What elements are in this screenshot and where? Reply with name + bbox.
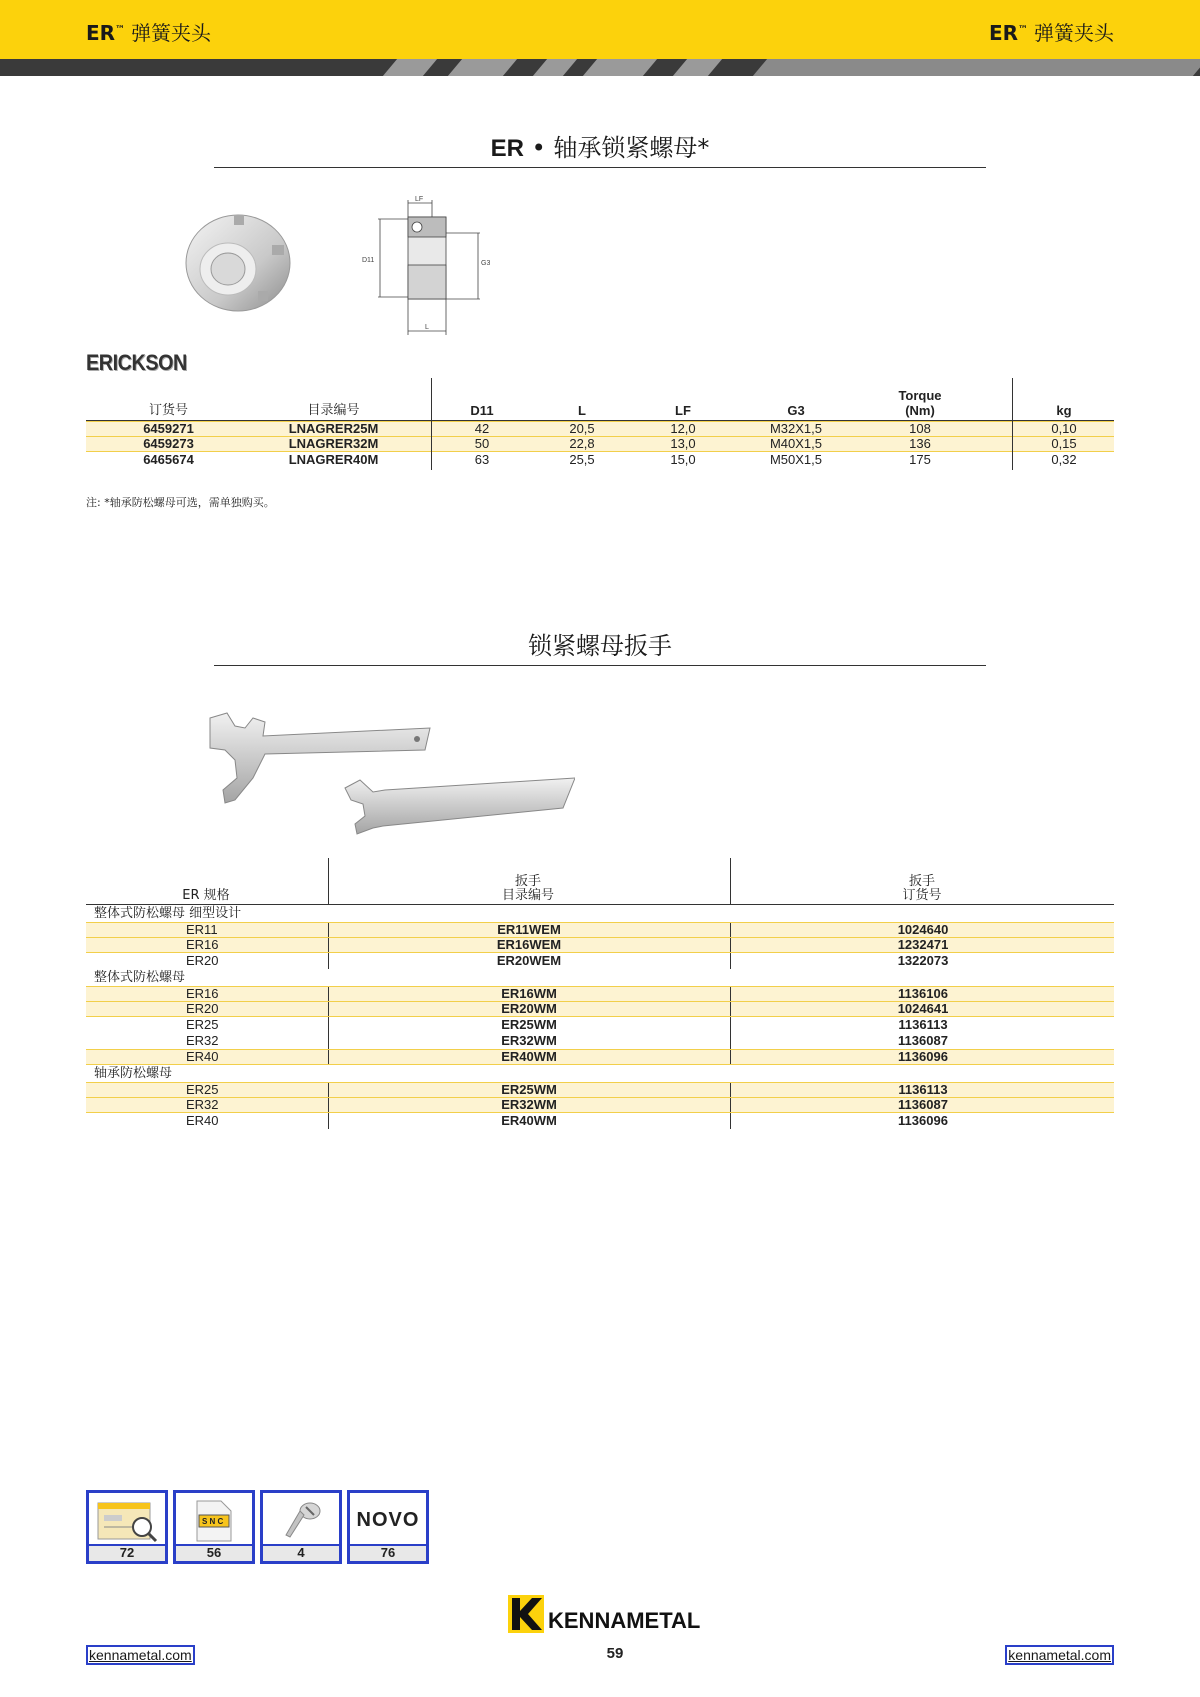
locknut-table-body [86, 421, 1114, 468]
table-cell: ER25WM [328, 1017, 729, 1033]
table-row [86, 437, 1114, 452]
kennametal-logo [508, 1595, 708, 1640]
table-cell: 108 [909, 421, 931, 436]
table-divider [328, 858, 329, 904]
table-cell: 20,5 [569, 421, 595, 436]
header-title-left: ER™ 弹簧夹头 [86, 21, 212, 45]
header-stripe [0, 59, 1200, 76]
table-cell: ER20WEM [328, 953, 729, 969]
col-torque: Torque (Nm) [898, 388, 942, 418]
table-cell: ER32WM [328, 1033, 729, 1049]
table-cell: 22,8 [569, 436, 595, 451]
table-cell: ER32 [186, 1097, 219, 1112]
col-l: L [578, 403, 586, 418]
locknut-table-header [86, 378, 1114, 421]
erickson-logo: ERICKSON [86, 350, 187, 375]
table-row [86, 1033, 1114, 1049]
col-g3: G3 [787, 403, 805, 418]
table-row [86, 938, 1114, 953]
table-cell: 1136087 [730, 1033, 1115, 1049]
icon-page-number: 76 [350, 1544, 426, 1561]
group-heading: 整体式防松螺母 细型设计 [94, 906, 242, 921]
col-er-spec: ER 规格 [182, 888, 230, 903]
table-cell: 175 [909, 452, 931, 467]
table-cell: ER25 [186, 1017, 219, 1032]
table-cell: 1136106 [730, 987, 1115, 1001]
table-cell: ER16WEM [328, 938, 729, 952]
table-row [86, 922, 1114, 938]
table-cell: ER40WM [328, 1050, 729, 1064]
table-cell: 63 [474, 452, 490, 467]
table-cell: 6465674 [143, 452, 194, 467]
table-cell: M40X1,5 [769, 436, 823, 451]
wrench-table [86, 858, 1114, 1129]
table-row [86, 1002, 1114, 1017]
icon-page-number: 72 [89, 1544, 165, 1561]
table-cell: ER11 [186, 922, 218, 937]
section1-title: ER • 轴承锁紧螺母* [490, 134, 710, 162]
col-d11: D11 [470, 403, 494, 418]
table-cell: ER40 [186, 1049, 219, 1064]
section2-rule [214, 665, 986, 666]
drawing-label-l: L [425, 324, 429, 331]
table-cell: M50X1,5 [769, 452, 823, 467]
locknut-drawing [360, 195, 490, 340]
table-cell: 0,10 [1051, 421, 1077, 436]
catalog-search-icon [92, 1497, 162, 1545]
table-cell: 50 [474, 436, 490, 451]
table-cell: ER32 [186, 1033, 219, 1048]
table-cell: 1232471 [730, 938, 1115, 952]
table-cell: LNAGRER40M [288, 452, 379, 467]
table-cell: ER16 [186, 986, 219, 1001]
table-cell: 0,32 [1051, 452, 1077, 467]
table-cell: ER40 [186, 1113, 219, 1128]
icon-tile-catalog[interactable] [86, 1490, 168, 1564]
table-cell: ER32WM [328, 1098, 729, 1112]
table-cell: 0,15 [1051, 436, 1077, 451]
table-cell: 42 [474, 421, 490, 436]
table-cell: 25,5 [569, 452, 595, 467]
col-lf: LF [675, 403, 691, 418]
table-cell: ER20 [186, 1001, 219, 1016]
icon-page-number: 4 [263, 1544, 339, 1561]
svg-text:KENNAMETAL: KENNAMETAL [548, 1608, 701, 1633]
table-cell: 6459271 [143, 421, 194, 436]
novo-icon: NOVO [356, 1509, 420, 1531]
table-row [86, 452, 1114, 468]
kennametal-k-icon [508, 1595, 708, 1635]
table-cell: M32X1,5 [769, 421, 823, 436]
table-row [86, 1017, 1114, 1033]
table-row [86, 421, 1114, 437]
table-cell: 1136096 [730, 1050, 1115, 1064]
footer-link-right[interactable]: kennametal.com [1005, 1645, 1114, 1665]
section2-title: 锁紧螺母扳手 [528, 632, 672, 660]
table-cell: 12,0 [670, 421, 696, 436]
table-row [86, 1082, 1114, 1098]
icon-tile-snc[interactable] [173, 1490, 255, 1564]
table-cell: ER25WM [328, 1083, 729, 1097]
table-cell: 1136087 [730, 1098, 1115, 1112]
table-cell: 1024640 [730, 923, 1115, 937]
table-cell: 1024641 [730, 1002, 1115, 1016]
page-number: 59 [606, 1645, 624, 1662]
locknut-table [86, 378, 1114, 468]
screw-icon [276, 1497, 326, 1545]
section1-rule [214, 167, 986, 168]
table-cell: 136 [909, 436, 931, 451]
drawing-label-d11: D11 [362, 257, 375, 264]
table-row [86, 1098, 1114, 1113]
table-row [86, 986, 1114, 1002]
table-cell: ER20 [186, 953, 219, 968]
table-row [86, 1113, 1114, 1129]
group-heading: 轴承防松螺母 [94, 1066, 173, 1081]
snc-file-icon [189, 1497, 239, 1545]
col-wrench-catalog: 扳手 目录编号 [501, 874, 554, 903]
footnote: 注: *轴承防松螺母可选，需单独购买。 [86, 496, 275, 509]
table-cell: ER40WM [328, 1113, 729, 1129]
svg-text:S N C: S N C [202, 1516, 224, 1526]
table-cell: LNAGRER25M [288, 421, 379, 436]
table-cell: LNAGRER32M [288, 436, 379, 451]
table-cell: ER16 [186, 937, 219, 952]
table-divider [730, 858, 731, 904]
table-cell: ER20WM [328, 1002, 729, 1016]
wrench-table-header [86, 858, 1114, 905]
icon-page-number: 56 [176, 1544, 252, 1561]
wrench-photo [205, 708, 575, 840]
col-catalog-no: 目录编号 [307, 403, 360, 418]
icon-tile-screw[interactable] [260, 1490, 342, 1564]
group-heading: 整体式防松螺母 [94, 970, 186, 985]
table-row [86, 953, 1114, 969]
table-cell: 6459273 [143, 436, 194, 451]
table-cell: 13,0 [670, 436, 696, 451]
locknut-photo [180, 205, 300, 317]
drawing-label-g3: G3 [481, 260, 490, 267]
table-cell: 1322073 [730, 953, 1115, 969]
table-cell: 1136113 [730, 1083, 1115, 1097]
footer-link-left[interactable]: kennametal.com [86, 1645, 195, 1665]
table-row [86, 1049, 1114, 1065]
col-order-no: 订货号 [148, 403, 188, 418]
header-title-right: ER™ 弹簧夹头 [988, 21, 1114, 45]
table-divider [1012, 378, 1013, 470]
table-cell: 1136096 [730, 1113, 1115, 1129]
table-cell: ER11WEM [328, 923, 729, 937]
table-cell: 15,0 [670, 452, 696, 467]
wrench-table-body [86, 905, 1114, 1129]
table-cell: 1136113 [730, 1017, 1115, 1033]
table-cell: ER16WM [328, 987, 729, 1001]
drawing-label-lf: LF [415, 196, 424, 203]
icon-tile-novo[interactable] [347, 1490, 429, 1564]
col-wrench-order: 扳手 订货号 [902, 874, 942, 903]
table-cell: ER25 [186, 1082, 219, 1097]
table-divider [431, 378, 432, 470]
col-kg: kg [1056, 403, 1072, 418]
